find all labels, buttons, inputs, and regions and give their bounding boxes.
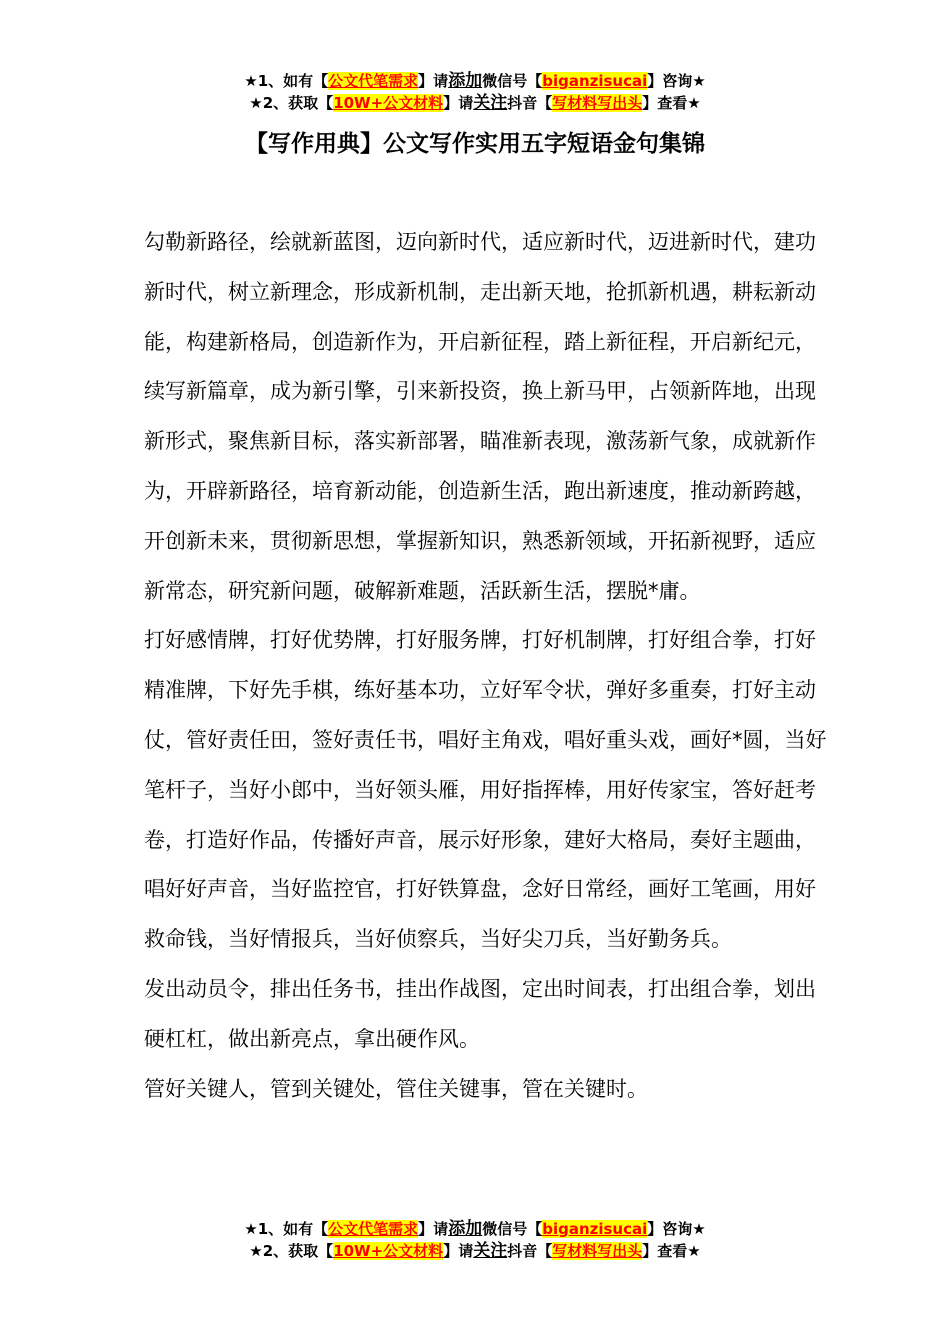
highlight-douyin-account: 写材料写出头 [552,1242,643,1260]
highlight-service: 公文代笔需求 [328,72,419,90]
paragraph-new: 勾勒新路径，绘就新蓝图，迈向新时代，适应新时代，迈进新时代，建功新时代，树立新理念，形成新机制，走出新天地，抢抓新机遇，耕耘新动能，构建新格局，创造新作为，开启新征程，踏上新征程，开启新纪元，续写新篇章，成为新引擎，引来新投资，换上新马甲，占领新阵地，出现新形式，聚焦新目标，落实新部署，瞄准新表现，激荡新气象，成就新作为，开辟新路径，培育新动能，创造新生活，跑出新速度，推动新跨越，开创新未来，贯彻新思想，掌握新知识，熟悉新领域，开拓新视野，适应新常态，研究新问题，破解新难题，活跃新生活，摆脱*庸。 [144,230,816,603]
highlight-materials: 10W+公文材料 [333,1242,444,1260]
footer-banner [0,1218,950,1262]
document-title: 【写作用典】公文写作实用五字短语金句集锦 [245,131,705,157]
paragraph-good: 打好感情牌，打好优势牌，打好服务牌，打好机制牌，打好组合拳，打好精准牌，下好先手棋，练好基本功，立好军令状，弹好多重奏，打好主动仗，管好责任田，签好责任书，唱好主角戏，唱好重头戏，画好*圆，当好笔杆子，当好小郎中，当好领头雁，用好指挥棒，用好传家宝，答好赶考卷，打造好作品，传播好声音，展示好形象，建好大格局，奏好主题曲，唱好好声音，当好监控官，打好铁算盘，念好日常经，画好工笔画，用好救命钱，当好情报兵，当好侦察兵，当好尖刀兵，当好勤务兵。 [144,628,827,952]
header-banner [0,70,950,114]
highlight-service: 公文代笔需求 [328,1220,419,1238]
banner-line-2: ★2、获取【10W+公文材料】请关注抖音【写材料写出头】查看★ [249,1241,701,1261]
banner-line-1: ★1、如有【公文代笔需求】请添加微信号【biganzisucai】咨询★ [244,71,706,91]
paragraph-key: 管好关键人，管到关键处，管住关键事，管在关键时。 [144,1076,648,1101]
paragraph-out: 发出动员令，排出任务书，挂出作战图，定出时间表，打出组合拳，划出硬杠杠，做出新亮点，拿出硬作风。 [144,976,816,1051]
document-body [144,218,834,1114]
highlight-materials: 10W+公文材料 [333,94,444,112]
highlight-wechat-id: biganzisucai [542,72,648,90]
banner-line-1: ★1、如有【公文代笔需求】请添加微信号【biganzisucai】咨询★ [244,1219,706,1239]
highlight-wechat-id: biganzisucai [542,1220,648,1238]
highlight-douyin-account: 写材料写出头 [552,94,643,112]
banner-line-2: ★2、获取【10W+公文材料】请关注抖音【写材料写出头】查看★ [249,93,701,113]
